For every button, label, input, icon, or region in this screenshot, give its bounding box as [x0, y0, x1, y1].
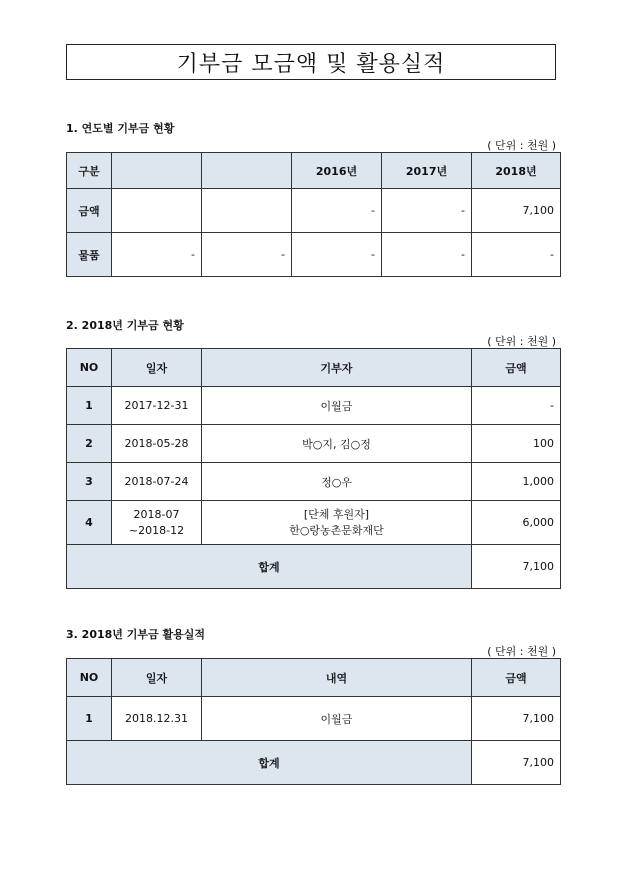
header-no: NO — [67, 659, 112, 697]
row-date: 2017-12-31 — [112, 387, 202, 425]
total-row — [67, 741, 561, 785]
table-row — [67, 425, 561, 463]
total-value: 7,100 — [472, 545, 561, 589]
cell-2016: - — [292, 233, 382, 277]
cell: - — [202, 233, 292, 277]
row-number: 3 — [67, 463, 112, 501]
yearly-donation-table — [66, 152, 561, 277]
table-row-goods — [67, 233, 561, 277]
table-row — [67, 697, 561, 741]
row-donor: 이월금 — [202, 387, 472, 425]
table-row — [67, 463, 561, 501]
row-number: 2 — [67, 425, 112, 463]
header-donor: 기부자 — [202, 349, 472, 387]
row-date — [112, 501, 202, 545]
row-amount: 1,000 — [472, 463, 561, 501]
header-blank — [112, 153, 202, 189]
section3-heading: 3. 2018년 기부금 활용실적 — [66, 628, 205, 641]
row-label: 금액 — [67, 189, 112, 233]
row-donor: 정○우 — [202, 463, 472, 501]
header-amount: 금액 — [472, 349, 561, 387]
cell — [112, 189, 202, 233]
row-donor — [202, 501, 472, 545]
row-number: 1 — [67, 387, 112, 425]
total-row — [67, 545, 561, 589]
header-amount: 금액 — [472, 659, 561, 697]
header-2016: 2016년 — [292, 153, 382, 189]
row-date: 2018.12.31 — [112, 697, 202, 741]
total-value: 7,100 — [472, 741, 561, 785]
header-blank — [202, 153, 292, 189]
table-row — [67, 387, 561, 425]
table-header-row — [67, 659, 561, 697]
header-date: 일자 — [112, 349, 202, 387]
table-row-amount — [67, 189, 561, 233]
cell-2017: - — [382, 189, 472, 233]
row-amount: 7,100 — [472, 697, 561, 741]
row-date: 2018-05-28 — [112, 425, 202, 463]
cell: - — [112, 233, 202, 277]
cell-2018: 7,100 — [472, 189, 561, 233]
usage-table — [66, 658, 561, 785]
header-2017: 2017년 — [382, 153, 472, 189]
total-label: 합계 — [67, 741, 472, 785]
header-date: 일자 — [112, 659, 202, 697]
header-2018: 2018년 — [472, 153, 561, 189]
section1-unit: ( 단위 : 천원 ) — [487, 139, 556, 152]
header-category: 구분 — [67, 153, 112, 189]
section2-unit: ( 단위 : 천원 ) — [487, 335, 556, 348]
cell-2016: - — [292, 189, 382, 233]
row-donor-type: [단체 후원자] — [303, 507, 370, 521]
row-donor: 박○지, 김○정 — [202, 425, 472, 463]
section3-unit: ( 단위 : 천원 ) — [487, 645, 556, 658]
row-number: 4 — [67, 501, 112, 545]
cell-2017: - — [382, 233, 472, 277]
cell-2018: - — [472, 233, 561, 277]
row-date: 2018-07-24 — [112, 463, 202, 501]
total-label: 합계 — [67, 545, 472, 589]
header-detail: 내역 — [202, 659, 472, 697]
row-amount: 100 — [472, 425, 561, 463]
row-date-start: 2018-07 — [133, 507, 180, 521]
header-no: NO — [67, 349, 112, 387]
cell — [202, 189, 292, 233]
row-amount: - — [472, 387, 561, 425]
section1-heading: 1. 연도별 기부금 현황 — [66, 122, 175, 135]
table-header-row — [67, 153, 561, 189]
row-amount: 6,000 — [472, 501, 561, 545]
table-row — [67, 501, 561, 545]
donation-status-table — [66, 348, 561, 589]
row-number: 1 — [67, 697, 112, 741]
row-date-end: ~2018-12 — [128, 523, 185, 537]
document-title: 기부금 모금액 및 활용실적 — [66, 44, 556, 80]
row-detail: 이월금 — [202, 697, 472, 741]
row-donor-name: 한○랑농촌문화재단 — [289, 523, 384, 537]
row-label: 물품 — [67, 233, 112, 277]
table-header-row — [67, 349, 561, 387]
section2-heading: 2. 2018년 기부금 현황 — [66, 319, 184, 332]
